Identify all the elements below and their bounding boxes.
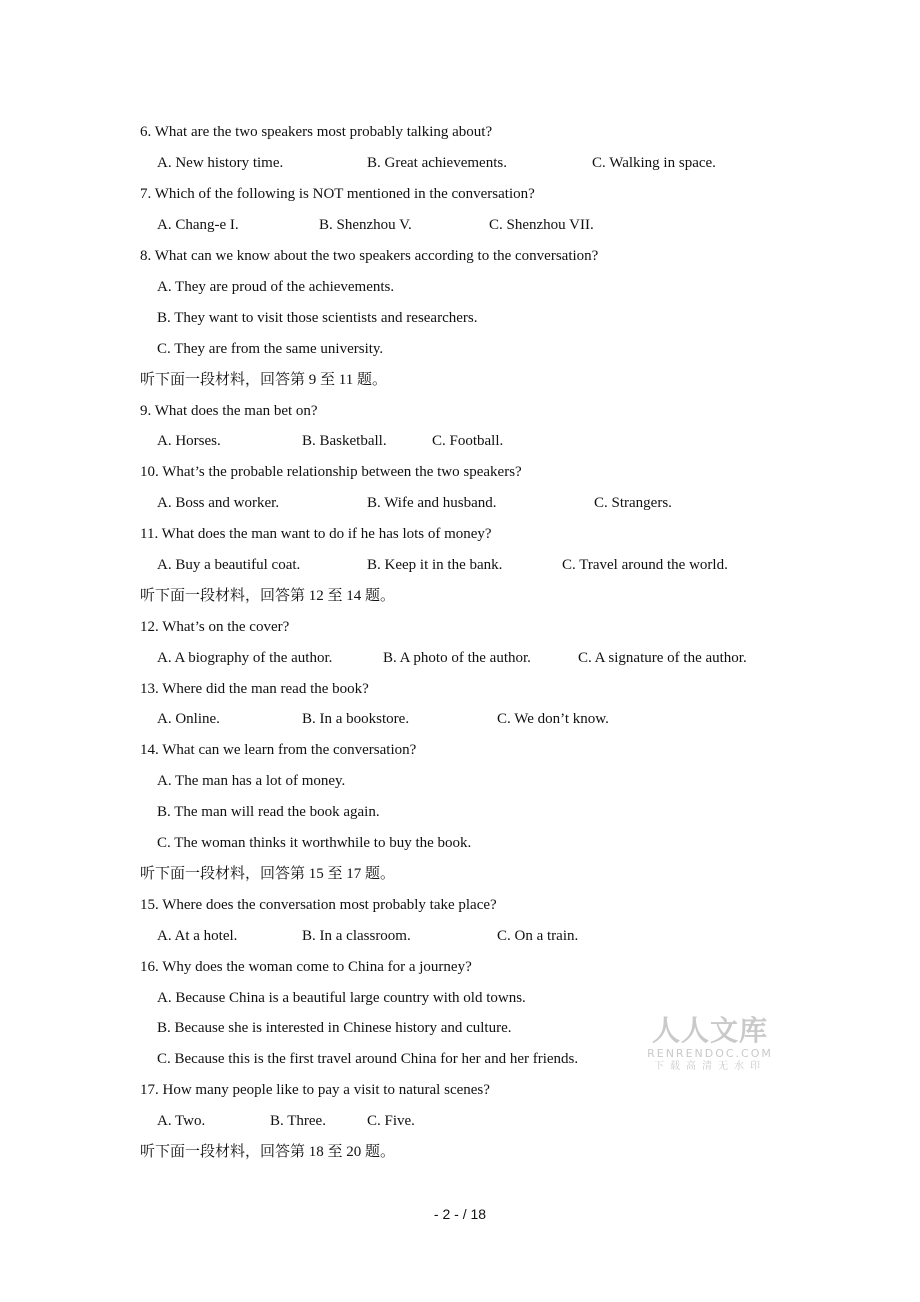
option-a: A. Online. bbox=[157, 711, 220, 727]
question-16-stem: 16. Why does the woman come to China for a journey? bbox=[140, 959, 472, 975]
option-a: A. New history time. bbox=[157, 155, 284, 171]
option-b: B. Shenzhou V. bbox=[319, 217, 412, 233]
option-b: B. In a bookstore. bbox=[302, 711, 410, 727]
option-b: B. Great achievements. bbox=[367, 155, 507, 171]
option-b: B. Basketball. bbox=[302, 433, 387, 449]
option-b: B. A photo of the author. bbox=[383, 650, 531, 666]
option-c: C. Football. bbox=[432, 433, 504, 449]
section-header-12-14: 听下面一段材料，回答第 12 至 14 题。 bbox=[140, 588, 396, 604]
section-header-9-11: 听下面一段材料，回答第 9 至 11 题。 bbox=[140, 372, 387, 388]
option-b: B. Wife and husband. bbox=[367, 495, 497, 511]
question-13-stem: 13. Where did the man read the book? bbox=[140, 681, 369, 697]
question-9-stem: 9. What does the man bet on? bbox=[140, 403, 318, 419]
question-8-option-c: C. They are from the same university. bbox=[157, 341, 384, 357]
watermark-logo bbox=[645, 1015, 775, 1074]
question-8-option-b: B. They want to visit those scientists and researchers. bbox=[157, 310, 478, 326]
question-8-stem: 8. What can we know about the two speakers according to the conversation? bbox=[140, 248, 599, 264]
question-8-option-a: A. They are proud of the achievements. bbox=[157, 279, 395, 295]
option-b: B. Keep it in the bank. bbox=[367, 557, 503, 573]
option-c: C. We don’t know. bbox=[497, 711, 609, 727]
option-a: A. Buy a beautiful coat. bbox=[157, 557, 301, 573]
page-number: - 2 - / 18 bbox=[433, 1206, 487, 1222]
question-16-option-c: C. Because this is the first travel around China for her and her friends. bbox=[157, 1051, 579, 1067]
question-11-stem: 11. What does the man want to do if he has lots of money? bbox=[140, 526, 492, 542]
question-17-stem: 17. How many people like to pay a visit to natural scenes? bbox=[140, 1082, 490, 1098]
option-a: A. Boss and worker. bbox=[157, 495, 280, 511]
option-a: A. Horses. bbox=[157, 433, 221, 449]
question-12-stem: 12. What’s on the cover? bbox=[140, 619, 290, 635]
option-c: C. Travel around the world. bbox=[562, 557, 728, 573]
question-16-option-b: B. Because she is interested in Chinese history and culture. bbox=[157, 1020, 512, 1036]
question-15-stem: 15. Where does the conversation most probably take place? bbox=[140, 897, 497, 913]
question-14-option-c: C. The woman thinks it worthwhile to buy the book. bbox=[157, 835, 472, 851]
option-c: C. On a train. bbox=[497, 928, 579, 944]
question-6-stem: 6. What are the two speakers most probably talking about? bbox=[140, 124, 493, 140]
option-a: A. At a hotel. bbox=[157, 928, 238, 944]
watermark-domain: RENRENDOC.COM bbox=[647, 1047, 773, 1060]
option-b: B. Three. bbox=[270, 1113, 326, 1129]
option-c: C. Shenzhou VII. bbox=[489, 217, 594, 233]
question-14-option-a: A. The man has a lot of money. bbox=[157, 773, 346, 789]
question-16-option-a: A. Because China is a beautiful large country with old towns. bbox=[157, 990, 526, 1006]
option-c: C. Five. bbox=[367, 1113, 415, 1129]
question-14-option-b: B. The man will read the book again. bbox=[157, 804, 380, 820]
watermark-slogan: 下载高清无水印 bbox=[654, 1061, 766, 1072]
option-c: C. A signature of the author. bbox=[578, 650, 747, 666]
option-a: A. A biography of the author. bbox=[157, 650, 333, 666]
option-a: A. Chang-e I. bbox=[157, 217, 239, 233]
question-10-stem: 10. What’s the probable relationship between the two speakers? bbox=[140, 464, 522, 480]
question-14-stem: 14. What can we learn from the conversation? bbox=[140, 742, 417, 758]
question-7-stem: 7. Which of the following is NOT mentioned in the conversation? bbox=[140, 186, 535, 202]
option-a: A. Two. bbox=[157, 1113, 206, 1129]
section-header-15-17: 听下面一段材料，回答第 15 至 17 题。 bbox=[140, 866, 396, 882]
option-c: C. Strangers. bbox=[594, 495, 672, 511]
option-b: B. In a classroom. bbox=[302, 928, 411, 944]
option-c: C. Walking in space. bbox=[592, 155, 716, 171]
section-header-18-20: 听下面一段材料，回答第 18 至 20 题。 bbox=[140, 1144, 396, 1160]
watermark-title: 人人文库 bbox=[651, 1014, 768, 1047]
